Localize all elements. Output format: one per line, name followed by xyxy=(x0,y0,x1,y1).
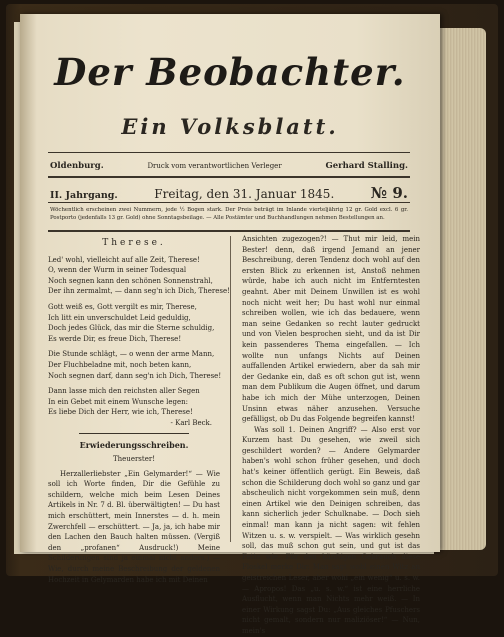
volume-label: II. Jahrgang. xyxy=(50,190,118,201)
right-paragraph: Was soll 1. Deinen Angriff? — Also erst vor Kurzem hast Du gesehen, wie zweil sich geschildert worden? — Andere Gelymarder haben's wohl schon früher gesehen, und doch hat's keiner öffentlich gerügt. Ein Beweis, daß schon die Schilderung doch wohl so ganz und gar abscheulich nicht vorgekommen sein muß, denn einen Artikel wie den Deinigen schreiben, das kann sicherlich jeder Schulknabe. — Doch sieh einmal! man kann ja nicht sagen: wit fehlen Witzen u. s. w. verspielt. — Was wirklich gesehn soll, das muß schon gut sein, und gut ist das Fette wie. Für den künftigen Gebrauch diese Floskel merke Dir: Man sagt wohl einen Witz an geistreichen Leser, aber wohl „ein wenig“ u. s. w. — Apropos! Das „u. s. w.“ ist eine herrliche Ausflucht, wenn man Nichts mehr weiß. — In einer Wirkung sagst Du: „Aus gleiches Pfuschers nicht gemalt, sondern nur maliziöser!“ — Nun, mein's xyxy=(242,425,420,635)
poem-line: Es liebe Dich der Herr, wie ich, Therese! xyxy=(48,408,193,417)
issue-number: № 9. xyxy=(370,184,408,202)
poem-line: Dann lasse mich den reichsten aller Segen xyxy=(48,387,200,396)
poem-line: Der ihn zermalmt, — dann seg'n ich Dich, Therese! xyxy=(48,287,230,296)
poem-stanza xyxy=(48,349,220,381)
poem-stanza xyxy=(48,302,220,344)
poem-line: O, wenn der Wurm in seiner Todesqual xyxy=(48,266,187,275)
rule-dateline xyxy=(48,202,410,203)
poem-stanza xyxy=(48,255,230,297)
right-paragraph: Ansichten zugezogen?! — Thut mir leid, mein Bester! denn, daß irgend Jemand an jener Beschreibung, deren Tendenz doch wohl auf den ersten Blick zu erkennen ist, Anstoß nehmen würde, habe ich auch nicht im Entferntesten geahnt. Aber mit Deinem Unwillen ist es wohl noch nicht weit her; Du hast wohl nur einmal schreiben wollen, wie ich das bedauere, wenn man seine Gedanken so recht lauter gedruckt und von Vielen besprochen sieht, und da ist Dir kein passenderes Thema eingefallen. — Ich wollte nun unfangs Nichts auf Deinen auffallenden Artikel erwiedern, aber da sah mir der Gedanke ein, daß es oft schon gut ist, wenn man dem Publikum die Augen öffnet, und darum habe ich mich der Mühe unterzogen, Deinen Unsinn etwas näher anzusehen. Versuche gefälligst, ob Du das Folgende begreifen kannst! xyxy=(242,235,420,424)
section-rule xyxy=(79,433,189,434)
poem-author: - Karl Beck. xyxy=(170,418,212,427)
imprint-printer-note: Druck vom verantwortlichen Verleger xyxy=(147,162,282,170)
rule-top xyxy=(48,152,410,153)
right-column xyxy=(242,234,420,637)
newspaper-page xyxy=(20,14,440,635)
rule-mid xyxy=(48,176,410,178)
issue-date: Freitag, den 31. Januar 1845. xyxy=(154,187,335,201)
poem-line: Ich litt ein unverschuldet Leid geduldig, xyxy=(48,313,191,322)
poem-line: Gott weiß es, Gott vergilt es mir, Therese, xyxy=(48,302,197,311)
article-heading: Erwiederungsschreiben. xyxy=(79,439,189,450)
poem-title: Therese. xyxy=(102,238,166,248)
article-text: Herzallerliebster „Ein Gelymarder!“ — Wie soll ich Worte finden, Dir die Gefühle zu schildern, welche mich beim Lesen Deines Artikels in Nr. 7 d. Bl. überwältigten! — Du hast mich erschüttert, mein Innerstes — d. h. mein Zwerchfell — erschüttert. — Ja, ja, ich habe mir den Lachen den Bauch halten müssen. (Vergiß den „profanen“ Ausdruck!) Meine Schilderungen sind ja einmal nicht anders.) — Wie, durch meine Beschreibung der geldenen Hochzeit in Gelymarden habe ich mit Deinen xyxy=(48,469,220,584)
subscription-notice: Wöchentlich erscheinen zwei Nummern, jede ½ Bogen stark. Der Preis beträgt im Inlande vierteljährig 12 gr. Gold excl. 6 gr. Postporto (jedenfalls 13 gr. Gold) ohne Sonntagsbeilage. — Alle Postämter und Buchhandlungen nehmen Bestellungen an. xyxy=(50,207,408,221)
poem-line: Noch segnen darf, dann seg'n ich Dich, Therese! xyxy=(48,371,222,380)
poem-line: In ein Gebet mit einem Wunsche legen: xyxy=(48,397,189,406)
rule-body xyxy=(48,230,410,232)
imprint-line xyxy=(50,161,408,171)
poem-stanza xyxy=(48,386,220,418)
column-separator xyxy=(230,236,231,542)
masthead-subtitle: Ein Volksblatt. xyxy=(121,114,339,139)
masthead-title: Der Beobachter. xyxy=(54,50,406,94)
poem-line: Die Stunde schlägt, — o wenn der arme Mann, xyxy=(48,350,215,359)
dateline xyxy=(50,184,408,202)
article-salutation: Theuerster! xyxy=(112,455,156,464)
poem-line: Doch jedes Glück, das mir die Sterne schuldig, xyxy=(48,324,215,333)
poem-line: Noch segnen kann den schönen Sonnenstrahl, xyxy=(48,276,213,285)
poem-line: Es werde Dir, es freue Dich, Therese! xyxy=(48,334,182,343)
poem-line: Led' wohl, vielleicht auf alle Zeit, Therese! xyxy=(48,255,200,264)
poem-line: Der Fluchbeladne mit, noch beten kann, xyxy=(48,360,192,369)
imprint-publisher: Gerhard Stalling. xyxy=(325,161,408,171)
left-column xyxy=(48,234,230,585)
imprint-place: Oldenburg. xyxy=(50,161,104,171)
